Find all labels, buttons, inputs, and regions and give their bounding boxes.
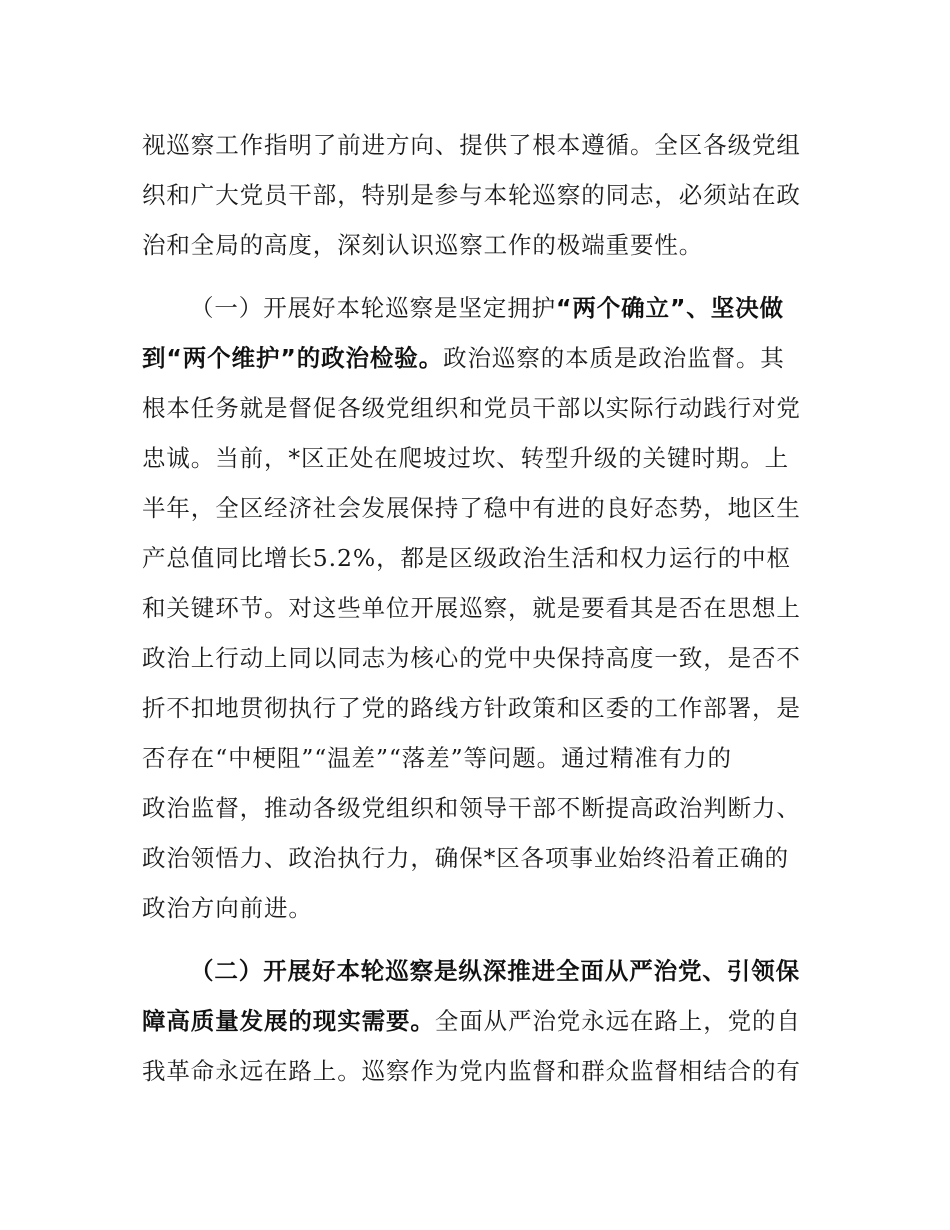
paragraph-text: 全面从严治党永远在路上，党的自 <box>434 1007 801 1035</box>
paragraph-line: 和关键环节。对这些单位开展巡察，就是要看其是否在思想上 <box>142 594 801 622</box>
section-heading-1-line <box>142 341 785 375</box>
paragraph-line: 织和广大党员干部，特别是参与本轮巡察的同志，必须站在政 <box>142 181 801 209</box>
paragraph-line: 政治领悟力、政治执行力，确保*区各项事业始终沿着正确的 <box>142 844 790 872</box>
paragraph-line: 我革命永远在路上。巡察作为党内监督和群众监督相结合的有 <box>142 1057 801 1085</box>
paragraph-line: 治和全局的高度，深刻认识巡察工作的极端重要性。 <box>142 231 704 259</box>
section-heading-2-line: （二）开展好本轮巡察是纵深推进全面从严治党、引领保 <box>190 957 800 985</box>
paragraph-line: 半年，全区经济社会发展保持了稳中有进的良好态势，地区生 <box>142 494 801 522</box>
paragraph-line: 政治监督，推动各级党组织和领导干部不断提高政治判断力、 <box>142 794 801 822</box>
paragraph-line: 产总值同比增长5.2%，都是区级政治生活和权力运行的中枢 <box>142 544 791 572</box>
paragraph-line: 折不扣地贯彻执行了党的路线方针政策和区委的工作部署，是 <box>142 694 801 722</box>
heading-bold-text: 到“两个维护”的政治检验。 <box>142 344 444 372</box>
heading-bold-text: 障高质量发展的现实需要。 <box>142 1007 435 1035</box>
paragraph-line: 否存在“中梗阻”“温差”“落差”等问题。通过精准有力的 <box>142 744 732 772</box>
paragraph-line: 根本任务就是督促各级党组织和党员干部以实际行动践行对党 <box>142 394 801 422</box>
paragraph-line: 政治方向前进。 <box>142 894 313 922</box>
paragraph-line: 忠诚。当前，*区正处在爬坡过坎、转型升级的关键时期。上 <box>142 444 790 472</box>
section-heading-2-line <box>142 1004 801 1038</box>
heading-bold-text: “两个确立”、坚决做 <box>556 294 784 322</box>
section-heading-1-line <box>190 291 784 325</box>
paragraph-line: 视巡察工作指明了前进方向、提供了根本遵循。全区各级党组 <box>142 131 801 159</box>
paragraph-line: 政治上行动上同以同志为核心的党中央保持高度一致，是否不 <box>142 644 801 672</box>
paragraph-text: 政治巡察的本质是政治监督。其 <box>443 344 785 372</box>
heading-prefix: （一）开展好本轮巡察是坚定拥护 <box>190 294 556 322</box>
